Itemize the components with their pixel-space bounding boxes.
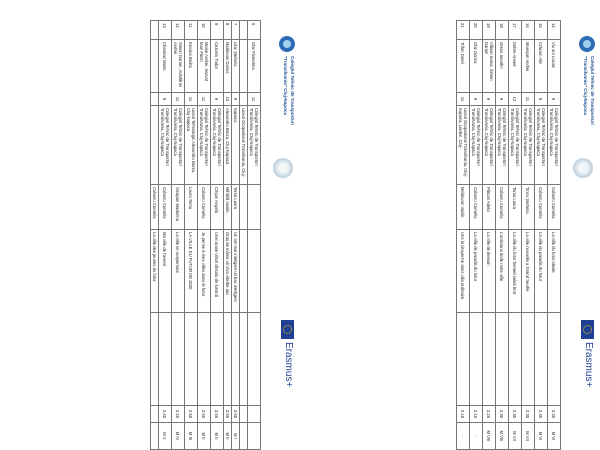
empty-cell — [522, 313, 535, 406]
school-name: Colegiul Tehnic de Transporturi Transilvania, Cluj-Napoca — [522, 106, 535, 185]
student-name: Cezonis Tudor — [211, 40, 224, 93]
school-name: Liceul Ocupational Transilvania, Cluj- — [240, 106, 248, 185]
score-value: 2.10 — [457, 406, 470, 423]
score-value: 2.60 — [232, 406, 240, 423]
page-header — [266, 0, 300, 424]
score-value — [240, 406, 248, 423]
teacher-name: Toma Laura — [509, 185, 522, 230]
work-title: Oraș de mâine vil Viva vibrăte aici — [224, 230, 232, 313]
school-name: Liceul Tehnologic Alexandru Borza, Cluj-Napoca — [185, 106, 198, 185]
class-number: 11 — [248, 93, 261, 106]
teacher-name: Laura Toma — [185, 185, 198, 230]
table-row — [151, 21, 159, 450]
prize-value: M IV — [172, 423, 185, 450]
work-title: Une la citoyenne dans villa ordinaire — [457, 230, 470, 313]
teacher-name: Cubonu Cornelia — [198, 185, 211, 230]
work-title: L'anticiana tinde notre ville — [496, 230, 509, 313]
school-name: Liceul Ocupational Transilvania, Cluj-Napoca, Leiden, Cluj- — [457, 106, 470, 185]
prize-value: M I — [232, 423, 240, 450]
work-title: La ville du futur formed celeb brut — [509, 230, 522, 313]
row-number: 21 — [457, 21, 470, 40]
school-logo — [576, 36, 596, 136]
score-value: 2.55 — [224, 406, 232, 423]
eu-flag-icon — [581, 320, 594, 339]
work-title: La ville du futur ideale — [548, 230, 561, 313]
score-value: 2.40 — [159, 406, 172, 423]
school-logo-icon — [579, 36, 595, 52]
teacher-name: Mihăilă Vasile — [224, 185, 232, 230]
teacher-name: Cubonu Cornelia — [496, 185, 509, 230]
score-value: 2.30 — [522, 406, 535, 423]
prize-value: M VII — [522, 423, 535, 450]
empty-cell — [535, 313, 548, 406]
prize-value: - — [470, 423, 483, 450]
teacher-name — [248, 185, 261, 230]
school-name: Colegiul Tehnic de Transporturi Transilvania, Cluj-Napoca — [535, 106, 548, 185]
work-title: Un om mai inteligent uit bac inteligent — [232, 230, 240, 313]
empty-cell — [483, 313, 496, 406]
results-table — [456, 20, 561, 450]
student-name: Viu ani Lucian — [548, 40, 561, 93]
work-title: Je pense à mes villes dans le futur — [198, 230, 211, 313]
prize-value: M III — [185, 423, 198, 450]
table-row — [483, 21, 496, 450]
score-value: 2.35 — [535, 406, 548, 423]
table-row — [535, 21, 548, 450]
class-number — [240, 93, 248, 106]
teacher-name: Toma Laura — [232, 185, 240, 230]
school-name-line2: "Transilvania" Cluj-Napoca — [283, 56, 288, 115]
work-title — [240, 230, 248, 313]
student-name: Trifan Dorel — [457, 40, 470, 93]
left-page — [0, 0, 300, 441]
score-value: 2.25 — [483, 406, 496, 423]
prize-value: M II — [198, 423, 211, 450]
left-page-rotated — [0, 0, 300, 441]
teacher-name: Cubonu Cornelia — [470, 185, 483, 230]
empty-cell — [224, 313, 232, 406]
table-row — [248, 21, 261, 450]
class-number: 9 — [470, 93, 483, 106]
empty-cell — [198, 313, 211, 406]
table-row — [522, 21, 535, 450]
teacher-name: Cubonu Cornelia — [548, 185, 561, 230]
teacher-name: Sinapan Madonna — [172, 185, 185, 230]
school-name: Napoca — [232, 106, 240, 185]
student-name: Mureșan Andrei — [522, 40, 535, 93]
results-table-body — [151, 21, 261, 450]
results-table-body — [457, 21, 561, 450]
row-number: 15 — [535, 21, 548, 40]
teacher-name: Moldovan Vasile — [457, 185, 470, 230]
prize-value: M VI — [548, 423, 561, 450]
teacher-name: Cubonu Cornelia — [159, 185, 172, 230]
row-number: 8 — [224, 21, 232, 40]
class-number: 9 — [159, 93, 172, 106]
school-seal-icon — [273, 158, 293, 178]
teacher-name: Cubonu Cornelia — [151, 185, 159, 230]
school-name: Colegiul Tehnic de Transporturi Transilvania, Cluj-Napoca — [509, 106, 522, 185]
student-name — [240, 40, 248, 93]
class-number: 11 — [522, 93, 535, 106]
empty-cell — [457, 313, 470, 406]
school-name: Colegiul Tehnic de Transporturi Transilvania, Cluj-Napoca — [172, 106, 185, 185]
empty-cell — [509, 313, 522, 406]
score-value — [248, 406, 261, 423]
table-row — [496, 21, 509, 450]
right-page — [300, 0, 600, 442]
row-number — [151, 21, 159, 40]
table-row — [232, 21, 240, 450]
work-title — [248, 230, 261, 313]
student-name: Kovács Beáta — [185, 40, 198, 93]
teacher-name — [240, 185, 248, 230]
erasmus-label: Erasmus+ — [283, 342, 294, 388]
school-name: Colegiul Tehnic de Transporturi Transilvania, Cluj-Napoca — [211, 106, 224, 185]
row-number: 17 — [509, 21, 522, 40]
table-row — [159, 21, 172, 450]
student-name: Olar Florentina — [248, 40, 261, 93]
teacher-name: Tincu Ștefania — [522, 185, 535, 230]
score-value: 2.30 — [509, 406, 522, 423]
school-name: Colegiul Tehnic de Transporturi Transilvania, Cluj-Napoca — [548, 106, 561, 185]
empty-cell — [548, 313, 561, 406]
prize-value: M VIII — [483, 423, 496, 450]
eu-flag-icon — [281, 320, 294, 339]
class-number: 9 — [232, 93, 240, 106]
class-number: 10 — [224, 93, 232, 106]
score-value: 2.15 — [470, 406, 483, 423]
class-number — [151, 93, 159, 106]
empty-cell — [470, 313, 483, 406]
work-title: LA VILLE DU FUTUR DE 2020 — [185, 230, 198, 313]
table-row — [224, 21, 232, 450]
school-logo-icon — [279, 36, 295, 52]
work-title: Unei orase viitori dincolo de lumină — [211, 230, 224, 313]
class-number: 12 — [509, 93, 522, 106]
empty-cell — [232, 313, 240, 406]
student-name: Chereian Mario — [159, 40, 172, 93]
page-header — [566, 0, 600, 424]
score-value: 2.55 — [211, 406, 224, 423]
teacher-name: Cubonu Cornelia — [535, 185, 548, 230]
school-name-line1: Colegiul Tehnic de Transporturi — [590, 56, 595, 125]
right-page-rotated — [300, 0, 600, 442]
empty-cell — [496, 313, 509, 406]
erasmus-label: Erasmus+ — [583, 342, 594, 388]
row-number: 6 — [248, 21, 261, 40]
row-number: 13 — [159, 21, 172, 40]
score-value: 2.30 — [496, 406, 509, 423]
class-number: 11 — [185, 93, 198, 106]
score-value: 2.50 — [185, 406, 198, 423]
school-name: Colegiul Tehnic de Transporturi Transilvania, Cluj-Napoca — [198, 106, 211, 185]
teacher-name: Pătcan Adela — [483, 185, 496, 230]
school-name: Colegiul Tehnic de Transporturi Transilvania, Cluj-Napoca — [496, 106, 509, 185]
prize-value: M VII — [509, 423, 522, 450]
row-number: 14 — [548, 21, 561, 40]
results-table — [150, 20, 261, 450]
prize-value: - — [457, 423, 470, 450]
school-logo — [276, 36, 296, 136]
student-name: Moldovan Darius — [224, 40, 232, 93]
student-name: Greco Ionathn — [496, 40, 509, 93]
row-number: 16 — [522, 21, 535, 40]
class-number: 9 — [483, 93, 496, 106]
student-name: Olar Dorina — [470, 40, 483, 93]
work-title: La ville de demain — [483, 230, 496, 313]
class-number: 9 — [211, 93, 224, 106]
student-name: Crăciun Alin — [535, 40, 548, 93]
row-number: 9 — [211, 21, 224, 40]
prize-value: M V — [159, 423, 172, 450]
table-row — [185, 21, 198, 450]
table-row — [198, 21, 211, 450]
work-title: La ville nouvelle a Grand Seville — [522, 230, 535, 313]
class-number: 9 — [548, 93, 561, 106]
class-number: 11 — [457, 93, 470, 106]
empty-cell — [211, 313, 224, 406]
score-value: 2.55 — [198, 406, 211, 423]
row-number: 20 — [470, 21, 483, 40]
student-name: Simon Darian, Avădănei Andrei — [172, 40, 185, 93]
school-name: Colegiul Tehnic de Transporturi Transilvania, Cluj-Napoca — [159, 106, 172, 185]
row-number: 10 — [198, 21, 211, 40]
work-title: La ville des jeunes du futur — [151, 230, 159, 313]
prize-value — [240, 423, 248, 450]
school-name: Alexandru Borza, Cluj-Napoca — [224, 106, 232, 185]
student-name: Vlăsan Ioana, Simon Darian — [483, 40, 496, 93]
table-row — [470, 21, 483, 450]
empty-cell — [172, 313, 185, 406]
row-number: 7 — [232, 21, 240, 40]
row-number: 18 — [496, 21, 509, 40]
student-name — [151, 40, 159, 93]
score-value — [151, 406, 159, 423]
school-name: Colegiul Tehnic de Transporturi Transilvania, Cluj-Napoca — [470, 106, 483, 185]
row-number — [240, 21, 248, 40]
score-value: 2.35 — [548, 406, 561, 423]
row-number: 11 — [185, 21, 198, 40]
table-row — [548, 21, 561, 450]
school-name: Colegiul Tehnic de Transporturi Transilvania, Cluj-Napoca — [248, 106, 261, 185]
student-name: Dobre Aneed — [509, 40, 522, 93]
table-row — [457, 21, 470, 450]
class-number: 9 — [496, 93, 509, 106]
student-name: Lilar Ștefania — [232, 40, 240, 93]
school-seal-icon — [573, 158, 593, 178]
teacher-name: Crișan Angela — [211, 185, 224, 230]
table-row — [240, 21, 248, 450]
school-name-line2: "Transilvania" Cluj-Napoca — [583, 56, 588, 115]
prize-value: M II — [224, 423, 232, 450]
empty-cell — [240, 313, 248, 406]
empty-cell — [151, 313, 159, 406]
prize-value: M II — [211, 423, 224, 450]
table-row — [172, 21, 185, 450]
work-title: La ville en suspension — [172, 230, 185, 313]
school-name-line1: Colegiul Tehnic de Transporturi — [290, 56, 295, 125]
class-number: 11 — [198, 93, 211, 106]
work-title: La ville du paradis du futur — [535, 230, 548, 313]
work-title: Ma ville de l'avenir — [159, 230, 172, 313]
row-number: 19 — [483, 21, 496, 40]
prize-value — [248, 423, 261, 450]
class-number: 9 — [535, 93, 548, 106]
row-number: 12 — [172, 21, 185, 40]
class-number: 11 — [172, 93, 185, 106]
school-name: Colegiul Tehnic de Transporturi Transilvania, Cluj-Napoca — [483, 106, 496, 185]
student-name: Moise Andrei, Horvat Ioan Florin — [198, 40, 211, 93]
score-value: 2.45 — [172, 406, 185, 423]
prize-value: M VIII — [496, 423, 509, 450]
empty-cell — [248, 313, 261, 406]
empty-cell — [185, 313, 198, 406]
school-name — [151, 106, 159, 185]
prize-value — [151, 423, 159, 450]
empty-cell — [159, 313, 172, 406]
prize-value: M VI — [535, 423, 548, 450]
work-title: La ville de paradis du futur — [470, 230, 483, 313]
table-row — [509, 21, 522, 450]
table-row — [211, 21, 224, 450]
